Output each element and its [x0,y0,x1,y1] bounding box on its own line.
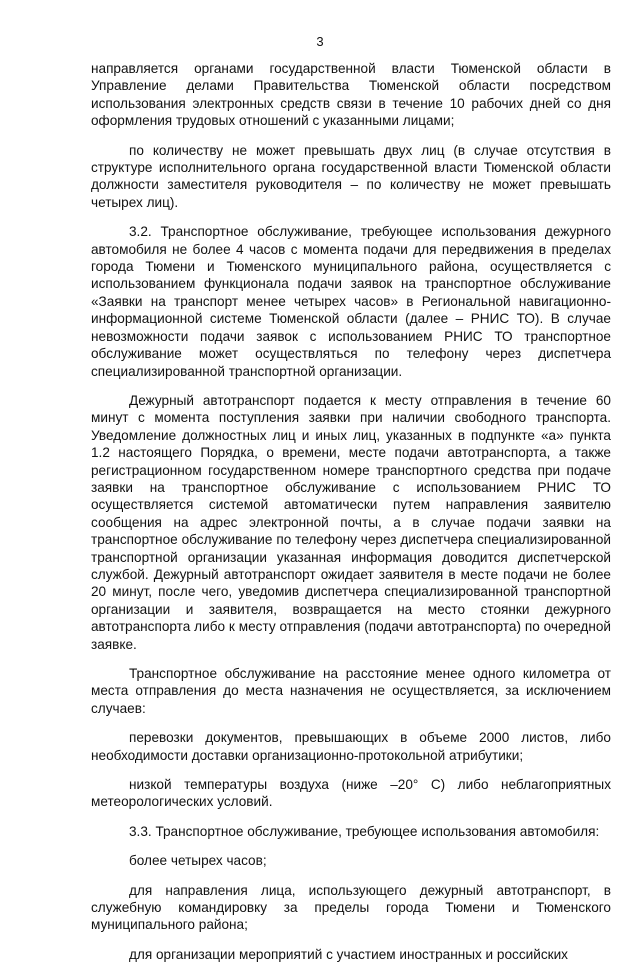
paragraph: Транспортное обслуживание на расстояние менее одного километра от места отправления до места назначения не осуществляется, за исключением случаев: [91,666,611,716]
paragraph: 3.2. Транспортное обслуживание, требующее использования дежурного автомобиля не более 4 часов с момента подачи для передвижения в пределах города Тюмени и Тюменского муниципального района, осуществляется с использованием функционала подачи заявок на транспортное обслуживание «Заявки на транспорт менее четырех часов» в Региональной навигационно-информационной системе Тюменской области (далее – РНИС ТО). В случае невозможности подачи заявок с использованием РНИС ТО транспортное обслуживание может осуществляться по телефону через диспетчера специализированной транспортной организации. [91,224,611,379]
paragraph: для направления лица, использующего дежурный автотранспорт, в служебную командировку за пределы города Тюмени и Тюменского муниципального района; [91,882,611,933]
paragraph: для организации мероприятий с участием иностранных и российских [129,946,568,962]
paragraph: перевозки документов, превышающих в объеме 2000 листов, либо необходимости доставки организационно-протокольной атрибутики; [91,730,611,763]
paragraph: направляется органами государственной власти Тюменской области в Управление делами Правительства Тюменской области посредством использования электронных средств связи в течение 10 рабочих дней со дня оформления трудовых отношений с указанными лицами; [91,61,611,129]
paragraph: по количеству не может превышать двух лиц (в случае отсутствия в структуре исполнительного органа государственной власти Тюменской области должности заместителя руководителя – по количеству не может превышать четырех лиц). [91,142,611,210]
paragraph: 3.3. Транспортное обслуживание, требующее использования автомобиля: [129,823,600,839]
paragraph: более четырех часов; [129,853,267,869]
paragraph: низкой температуры воздуха (ниже –20° С) либо неблагоприятных метеорологических условий. [91,777,611,810]
page-number: 3 [316,34,324,49]
document-body [91,60,611,975]
paragraph: Дежурный автотранспорт подается к месту отправления в течение 60 минут с момента поступления заявки при наличии свободного транспорта. Уведомление должностных лиц и иных лиц, указанных в подпункте «а» пункта 1.2 настоящего Порядка, о времени, месте подачи автотранспорта, а также регистрационном государственном номере транспортного средства при подаче заявки на транспортное обслуживание с использованием РНИС ТО осуществляется системой автоматически путем направления заявителю сообщения на адрес электронной почты, а в случае подачи заявки на транспортное обслуживание по телефону через диспетчера специализированной транспортной организации указанная информация доводится диспетчерской службой. Дежурный автотранспорт ожидает заявителя в месте подачи не более 20 минут, после чего, уведомив диспетчера специализированной транспортной организации и заявителя, возвращается на место стоянки дежурного автотранспорта либо к месту отправления (подачи автотранспорта) по очередной заявке. [91,392,611,652]
